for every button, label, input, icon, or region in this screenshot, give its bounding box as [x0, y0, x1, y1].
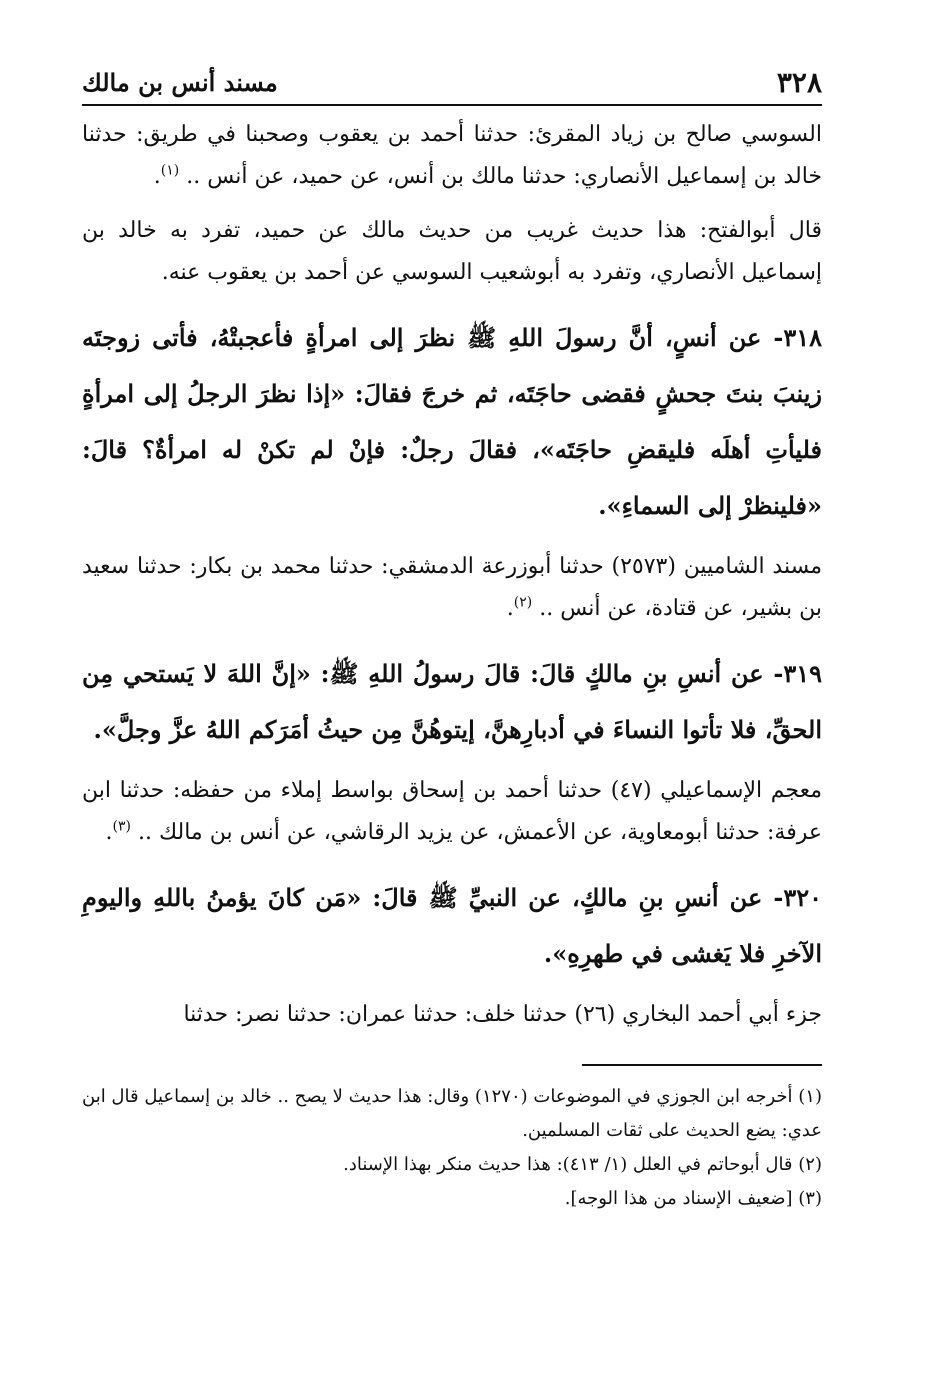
hadith-319: ٣١٩- عن أنسِ بنِ مالكٍ قالَ: قالَ رسولُ اللهِ ﷺ: «إنَّ اللهَ لا يَستحي مِن الحقِّ، فلا تأتوا النساءَ في أدبارِهنَّ، إيتوهُنَّ مِن حيثُ أمَرَكم اللهُ عزَّ وجلَّ». — [82, 659, 822, 744]
footnote-ref: (٣) — [112, 818, 131, 835]
page-header — [82, 60, 822, 106]
commentary-paragraph: قال أبوالفتح: هذا حديث غريب من حديث مالك عن حميد، تفرد به خالد بن إسماعيل الأنصاري، وتفرد به أبوشعيب السوسي عن أحمد بن يعقوب عنه. — [82, 218, 822, 285]
running-title: مسند أنس بن مالك — [82, 68, 278, 97]
page-number: ٣٢٨ — [776, 66, 822, 99]
footnote-1: (١) أخرجه ابن الجوزي في الموضوعات (١٢٧٠) وقال: هذا حديث لا يصح .. خالد بن إسماعيل قال ابن عدي: يضع الحديث على ثقات المسلمين. — [82, 1086, 822, 1141]
footnote-ref: (٢) — [513, 594, 533, 611]
hadith-318: ٣١٨- عن أنسٍ، أنَّ رسولَ اللهِ ﷺ نظرَ إلى امرأةٍ فأعجبتْهُ، فأتى زوجتَه زينبَ بنتَ جحشٍ فقضى حاجَتَه، ثم خرجَ فقالَ: «إذا نظرَ الرجلُ إلى امرأةٍ فليأتِ أهلَه فليقضِ حاجَتَه»، فقالَ رجلٌ: فإنْ لم تكنْ له امرأةٌ؟ قالَ: «فلينظرْ إلى السماءِ». — [82, 323, 822, 520]
footnote-2: (٢) قال أبوحاتم في العلل (١/ ٤١٣): هذا حديث منكر بهذا الإسناد. — [343, 1154, 822, 1175]
isnad-paragraph: السوسي صالح بن زياد المقرئ: حدثنا أحمد بن يعقوب وصحبنا في طريق: حدثنا خالد بن إسماعيل الأنصاري: حدثنا مالك بن أنس، عن حميد، عن أنس .. $^{(١)}$. — [82, 122, 822, 189]
footnote-3: (٣) [ضعيف الإسناد من هذا الوجه]. — [564, 1188, 822, 1209]
source-paragraph: مسند الشاميين (٢٥٧٣) حدثنا أبوزرعة الدمشقي: حدثنا محمد بن بكار: حدثنا سعيد بن بشير، عن قتادة، عن أنس .. $^{(٢)}$. — [82, 554, 822, 621]
source-paragraph: معجم الإسماعيلي (٤٧) حدثنا أحمد بن إسحاق بواسط إملاء من حفظه: حدثنا ابن عرفة: حدثنا أبومعاوية، عن الأعمش، عن يزيد الرقاشي، عن أنس بن مالك .. $^{(٣)}$. — [82, 778, 823, 845]
footnote-divider — [582, 1064, 822, 1066]
footnote-ref: (١) — [160, 162, 180, 179]
source-paragraph: جزء أبي أحمد البخاري (٢٦) حدثنا خلف: حدثنا عمران: حدثنا نصر: حدثنا — [183, 1002, 822, 1027]
hadith-320: ٣٢٠- عن أنسِ بنِ مالكٍ، عن النبيِّ ﷺ قالَ: «مَن كانَ يؤمنُ باللهِ واليومِ الآخرِ فلا يَغشى في طهرِهِ». — [82, 883, 822, 968]
book-page — [82, 60, 822, 1216]
